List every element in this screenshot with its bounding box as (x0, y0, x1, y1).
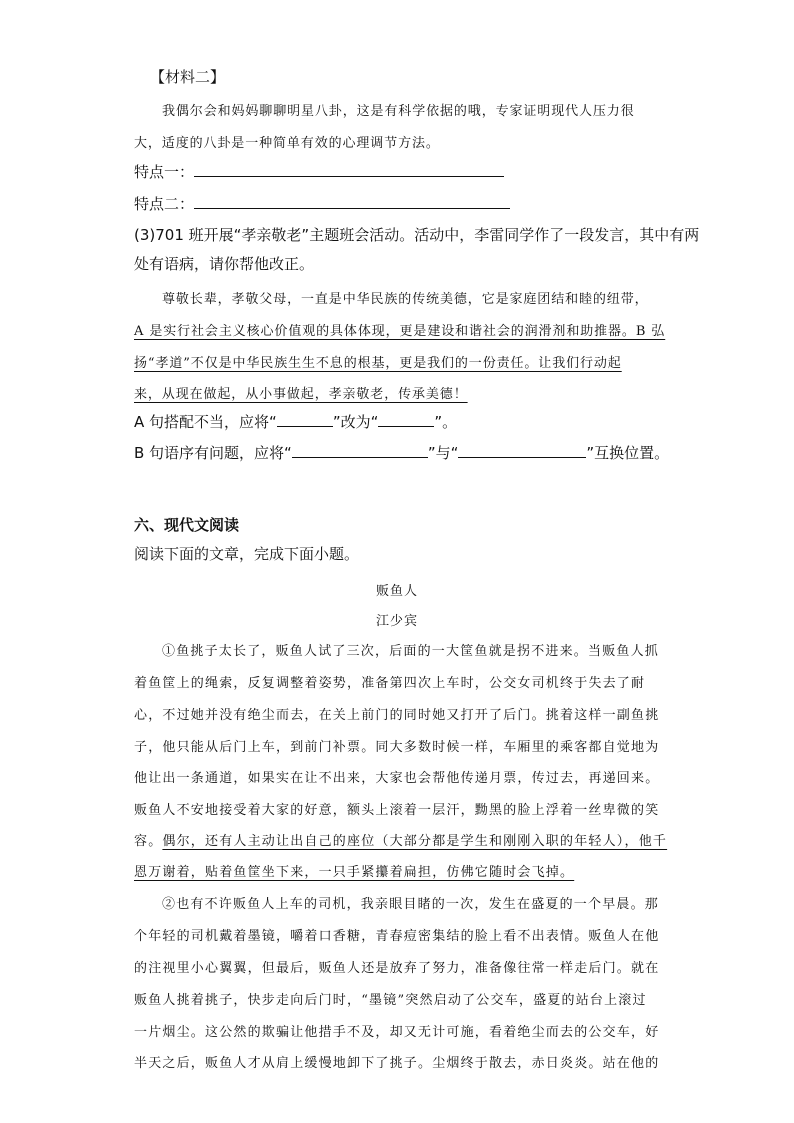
material-text-line: 大，适度的八卦是一种简单有效的心理调节方法。 (134, 136, 440, 151)
article-line: 个年轻的司机戴着墨镜，嚼着口香糖，青春痘密集结的脸上看不出表情。贩鱼人在他 (134, 929, 660, 944)
article-line: ①鱼挑子太长了，贩鱼人试了三次，后面的一大筐鱼就是拐不进来。当贩鱼人抓 (162, 644, 660, 659)
question-a-prefix: A 句搭配不当，应将“ (134, 413, 277, 431)
article-line: 一片烟尘。这公然的欺骗让他措手不及，却又无计可施，看着绝尘而去的公交车，好 (134, 1025, 660, 1040)
speech-line: 尊敬长辈，孝敬父母，一直是中华民族的传统美德，它是家庭团结和睦的纽带， (162, 292, 649, 307)
feature-two-answer-blank[interactable] (194, 194, 510, 209)
article-line: ②也有不许贩鱼人上车的司机，我亲眼目睹的一次，发生在盛夏的一个早晨。那 (162, 897, 660, 912)
speech-line-underlined: 扬“孝道”不仅是中华民族生生不息的根基，更是我们的一份责任。让我们行动起 (134, 356, 622, 371)
feature-one-label: 特点一： (134, 163, 195, 181)
article-title: 贩鱼人 (375, 584, 418, 599)
question-a-blank-2[interactable] (378, 412, 434, 427)
question-a-row (134, 411, 457, 432)
feature-two-label: 特点二： (134, 195, 195, 213)
speech-line-underlined: 来，从现在做起，从小事做起，孝亲敬老，传承美德！ (134, 387, 468, 402)
feature-one-answer-blank[interactable] (194, 162, 504, 177)
material-heading: 【材料二】 (150, 68, 226, 86)
question-b-suffix: ”互换位置。 (586, 444, 670, 462)
question-b-blank-1[interactable] (292, 443, 428, 458)
question-a-suffix: ”。 (434, 413, 458, 431)
article-line: 他让出一条通道，如果实在让不出来，大家也会帮他传递月票，传过去，再递回来。 (134, 771, 660, 786)
speech-line-underlined: A 是实行社会主义核心价值观的具体体现，更是建设和谐社会的润滑剂和助推器。B 弘 (134, 324, 666, 339)
question-3-line: 处有语病，请你帮他改正。 (134, 255, 315, 273)
material-text-line: 我偶尔会和妈妈聊聊明星八卦，这是有科学依据的哦，专家证明现代人压力很 (162, 104, 635, 119)
section-heading: 六、现代文阅读 (134, 516, 240, 534)
article-line: 半天之后，贩鱼人才从肩上缓慢地卸下了挑子。尘烟终于散去，赤日炎炎。站在他的 (134, 1056, 660, 1071)
feature-two-row (134, 193, 510, 214)
article-author: 江少宾 (375, 614, 418, 629)
article-line: 子，他只能从后门上车，到前门补票。同大多数时候一样，车厢里的乘客都自觉地为 (134, 740, 660, 755)
article-line-start: 容。 (134, 834, 163, 849)
article-line: 贩鱼人挑着挑子，快步走向后门时，“墨镜”突然启动了公交车，盛夏的站台上滚过 (134, 993, 647, 1008)
article-underlined-sentence: 偶尔，还有人主动让出自己的座位（大部分都是学生和刚刚入职的年轻人），他千 (162, 834, 668, 849)
article-line: 着鱼筐上的绳索，反复调整着姿势，准备第四次上车时，公交女司机终于失去了耐 (134, 676, 646, 691)
section-instruction: 阅读下面的文章，完成下面小题。 (134, 545, 360, 563)
feature-one-row (134, 161, 504, 182)
question-3-line: (3)701 班开展“孝亲敬老”主题班会活动。活动中，李雷同学作了一段发言，其中有两 (134, 226, 700, 244)
question-a-blank-1[interactable] (277, 412, 333, 427)
article-line-row (134, 830, 667, 849)
article-line: 贩鱼人不安地接受着大家的好意，额头上滚着一层汗，黝黑的脸上浮着一丝卑微的笑 (134, 803, 660, 818)
article-line: 心，不过她并没有绝尘而去，在关上前门的同时她又打开了后门。挑着这样一副鱼挑 (134, 708, 660, 723)
article-line: 的注视里小心翼翼，但最后，贩鱼人还是放弃了努力，准备像往常一样走后门。就在 (134, 961, 660, 976)
question-a-mid: ”改为“ (332, 413, 379, 431)
question-b-row (134, 442, 669, 463)
article-underlined-sentence: 恩万谢着，贴着鱼筐坐下来，一只手紧攥着扁担，仿佛它随时会飞掉。 (134, 865, 575, 880)
question-b-prefix: B 句语序有问题，应将“ (134, 444, 292, 462)
question-b-mid: ”与“ (427, 444, 459, 462)
question-b-blank-2[interactable] (458, 443, 586, 458)
